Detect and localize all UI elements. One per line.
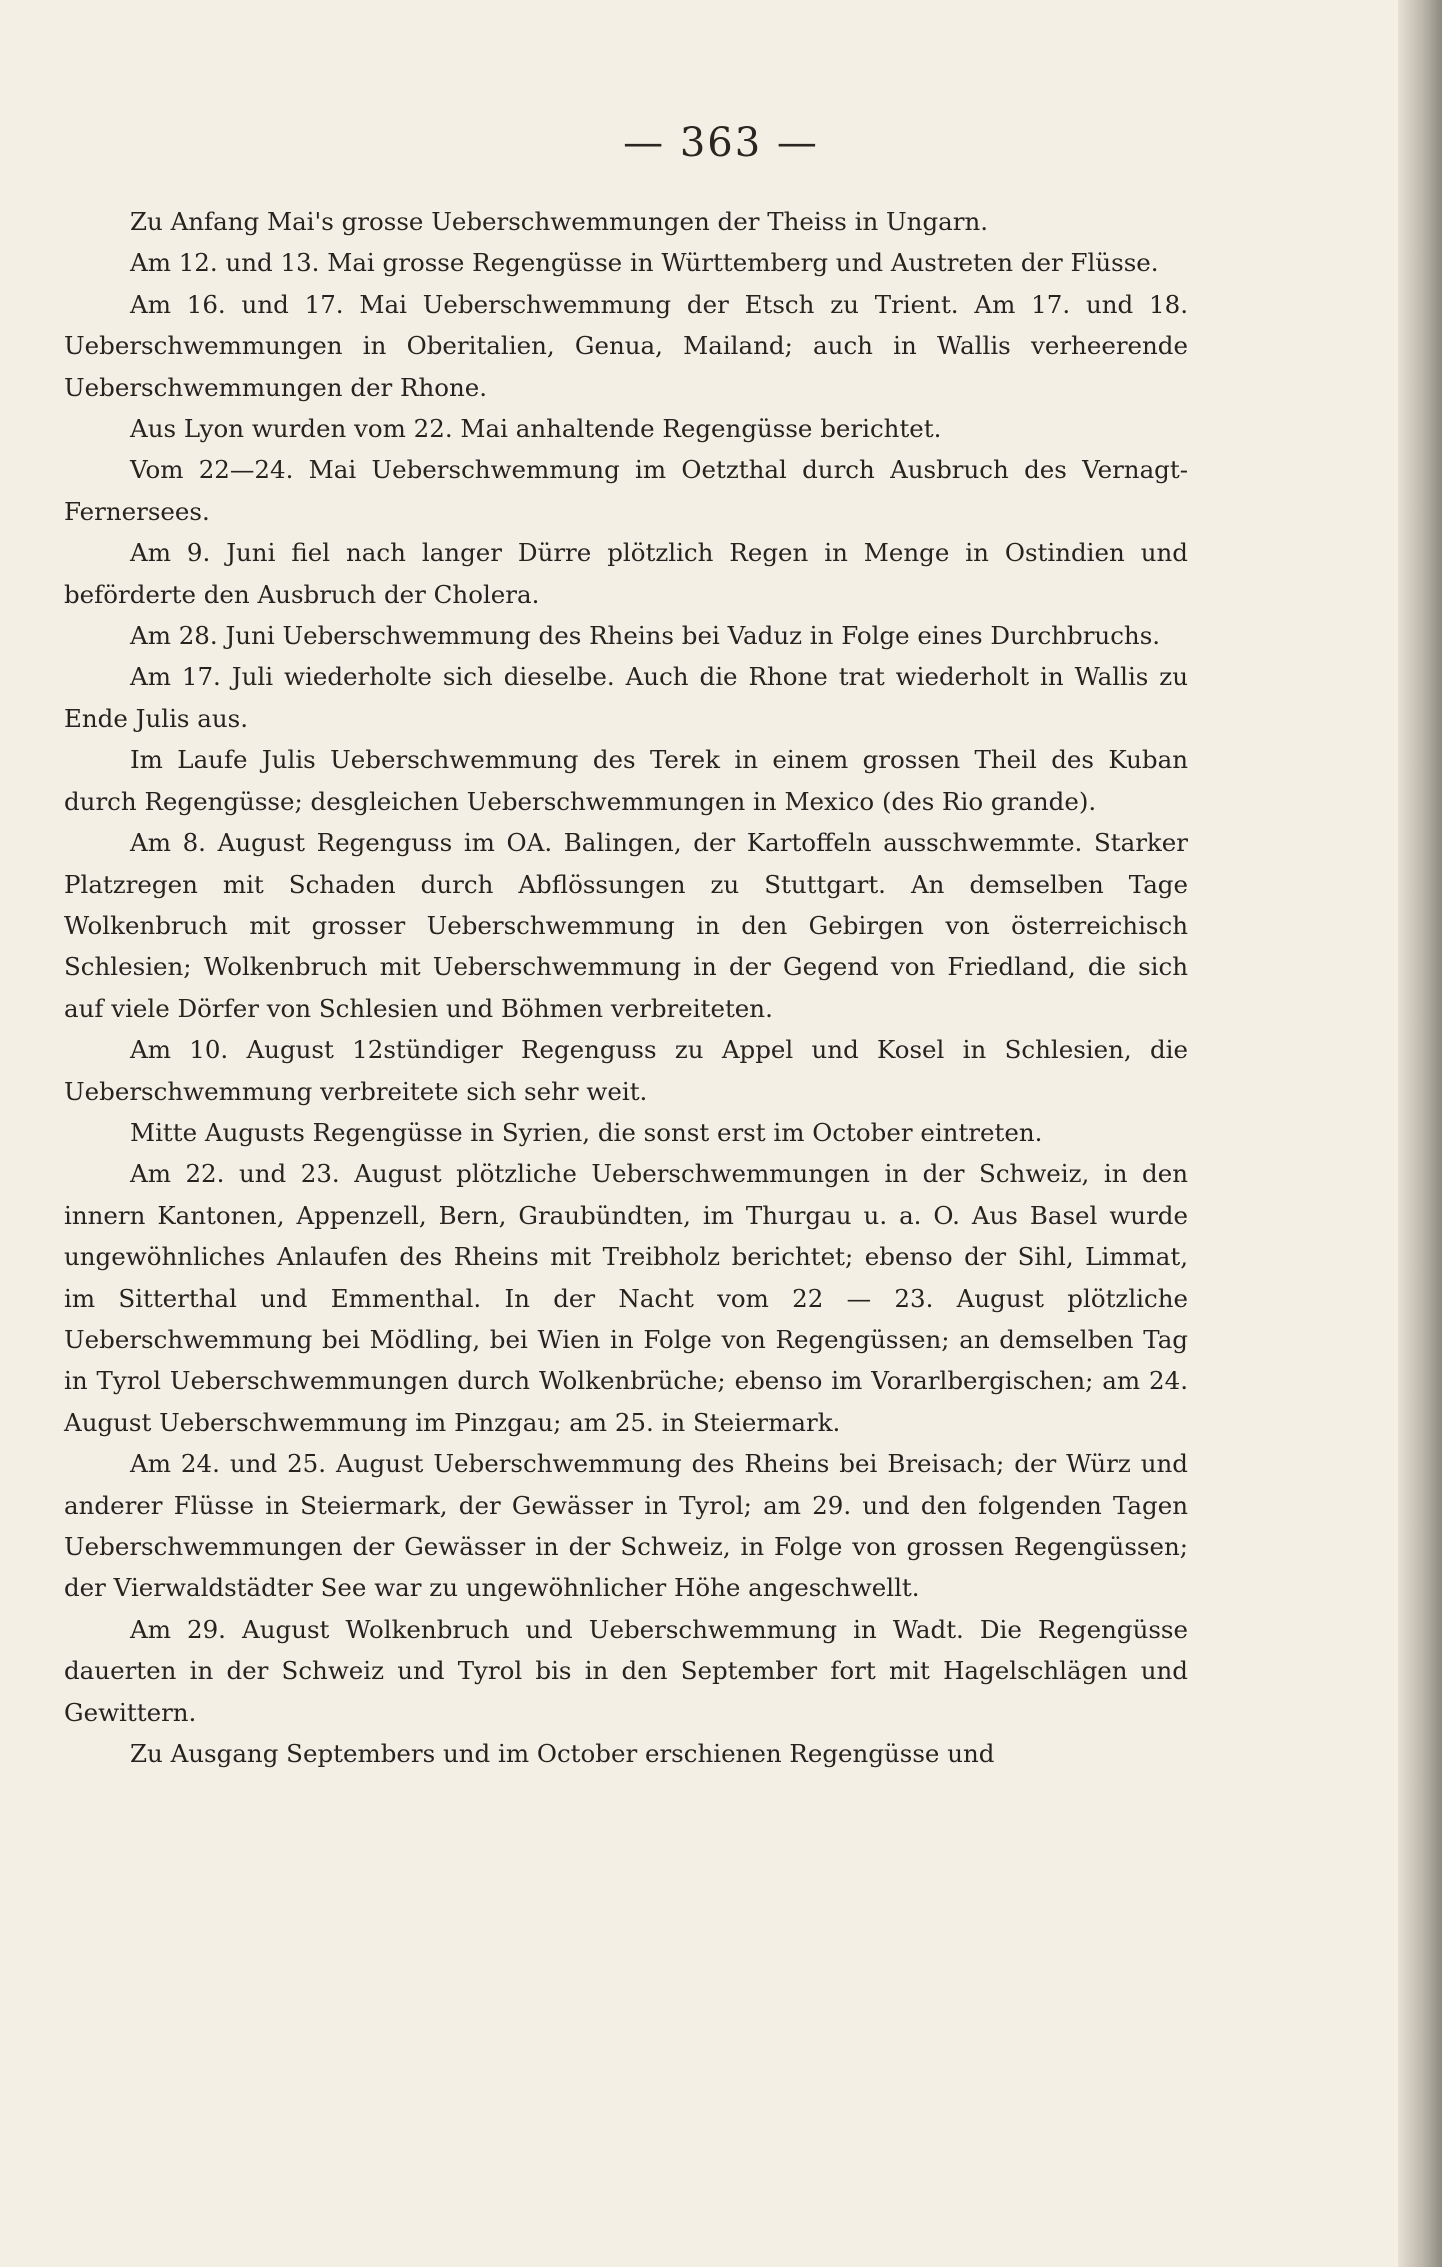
paragraph-6: Am 9. Juni fiel nach langer Dürre plötzlich Regen in Menge in Ostindien und beförderte den Ausbruch der Cholera. <box>64 538 1188 609</box>
paragraph-2: Am 12. und 13. Mai grosse Regengüsse in Württemberg und Austreten der Flüsse. <box>130 248 1159 278</box>
page-number: — 363 — <box>623 120 819 166</box>
page-binding-edge <box>1398 0 1442 2267</box>
paragraph-4: Aus Lyon wurden vom 22. Mai anhaltende Regengüsse berichtet. <box>130 414 942 444</box>
paragraph-9: Im Laufe Julis Ueberschwemmung des Terek in einem grossen Theil des Kuban durch Regengüsse; desgleichen Ueberschwemmungen in Mexico (des Rio grande). <box>64 745 1188 816</box>
paragraph-8: Am 17. Juli wiederholte sich dieselbe. Auch die Rhone trat wiederholt in Wallis zu Ende Julis aus. <box>64 662 1188 733</box>
paragraph-11: Am 10. August 12stündiger Regenguss zu Appel und Kosel in Schlesien, die Ueberschwemmung verbreitete sich sehr weit. <box>64 1035 1188 1106</box>
paragraph-10: Am 8. August Regenguss im OA. Balingen, der Kartoffeln ausschwemmte. Starker Platzregen mit Schaden durch Abflössungen zu Stuttgart. An demselben Tage Wolkenbruch mit grosser Ueberschwemmung in den Gebirgen von österreichisch Schlesien; Wolkenbruch mit Ueberschwemmung in der Gegend von Friedland, die sich auf viele Dörfer von Schlesien und Böhmen verbreiteten. <box>64 828 1188 1023</box>
paragraph-15: Am 29. August Wolkenbruch und Ueberschwemmung in Wadt. Die Regengüsse dauerten in der Schweiz und Tyrol bis in den September fort mit Hagelschlägen und Gewittern. <box>64 1614 1188 1727</box>
paragraph-5: Vom 22—24. Mai Ueberschwemmung im Oetzthal durch Ausbruch des Vernagt-Fernersees. <box>64 455 1188 526</box>
paragraph-16: Zu Ausgang Septembers und im October erschienen Regengüsse und <box>130 1739 995 1769</box>
body-text <box>64 201 1188 1774</box>
paragraph-12: Mitte Augusts Regengüsse in Syrien, die sonst erst im October eintreten. <box>130 1117 1043 1147</box>
paragraph-13: Am 22. und 23. August plötzliche Ueberschwemmungen in der Schweiz, in den innern Kantonen, Appenzell, Bern, Graubündten, im Thurgau u. a. O. Aus Basel wurde ungewöhnliches Anlaufen des Rheins mit Treibholz berichtet; ebenso der Sihl, Limmat, im Sitterthal und Emmenthal. In der Nacht vom 22 — 23. August plötzliche Ueberschwemmung bei Mödling, bei Wien in Folge von Regengüssen; an demselben Tag in Tyrol Ueberschwemmungen durch Wolkenbrüche; ebenso im Vorarlbergischen; am 24. August Ueberschwemmung im Pinzgau; am 25. in Steiermark. <box>64 1159 1188 1437</box>
paragraph-7: Am 28. Juni Ueberschwemmung des Rheins bei Vaduz in Folge eines Durchbruchs. <box>130 621 1161 651</box>
paragraph-3: Am 16. und 17. Mai Ueberschwemmung der Etsch zu Trient. Am 17. und 18. Ueberschwemmungen in Oberitalien, Genua, Mailand; auch in Wallis verheerende Ueberschwemmungen der Rhone. <box>64 289 1188 402</box>
paragraph-1: Zu Anfang Mai's grosse Ueberschwemmungen der Theiss in Ungarn. <box>130 207 989 236</box>
paragraph-14: Am 24. und 25. August Ueberschwemmung des Rheins bei Breisach; der Würz und anderer Flüsse in Steiermark, der Gewässer in Tyrol; am 29. und den folgenden Tagen Ueberschwemmungen der Gewässer in der Schweiz, in Folge von grossen Regengüssen; der Vierwaldstädter See war zu ungewöhnlicher Höhe angeschwellt. <box>64 1449 1188 1603</box>
